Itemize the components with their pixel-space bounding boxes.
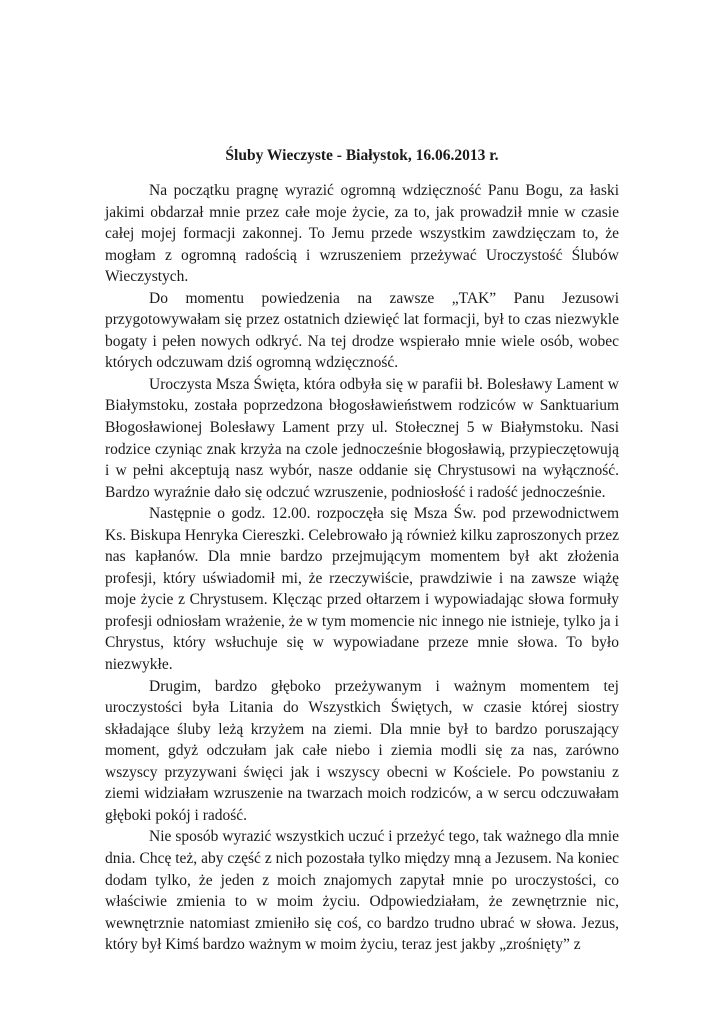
paragraph-gratitude: Na początku pragnę wyrazić ogromną wdzięczność Panu Bogu, za łaski jakimi obdarzał mnie przez całe moje życie, za to, jak prowadził mnie w czasie całej mojej formacji zakonnej. To Jemu przede wszystkim zawdzięczam to, że mogłam z ogromną radością i wzruszeniem przeżywać Uroczystość Ślubów Wieczystych. bbox=[105, 182, 619, 286]
paragraph-closing: Nie sposób wyrazić wszystkich uczuć i przeżyć tego, tak ważnego dla mnie dnia. Chcę też, aby część z nich pozostała tylko między mną a Jezusem. Na koniec dodam tylko, że jeden z moich znajomych zapytał mnie po uroczystości, co właściwie zmienia to w moim życiu. Odpowiedziałam, że zewnętrznie nic, wewnętrznie natomiast zmieniło się coś, co bardzo trudno ubrać w słowa. Jezus, który był Kimś bardzo ważnym w moim życiu, teraz jest jakby „zrośnięty” z bbox=[105, 828, 619, 954]
paragraph-mass: Następnie o godz. 12.00. rozpoczęła się Msza Św. pod przewodnictwem Ks. Biskupa Henryka Ciereszki. Celebrowało ją również kilku zaproszonych przez nas kapłanów. Dla mnie bardzo przejmującym momentem był akt złożenia profesji, który uświadomił mi, że rzeczywiście, prawdziwie i na zawsze wiążę moje życie z Chrystusem. Klęcząc przed ołtarzem i wypowiadając słowa formuły profesji odniosłam wrażenie, że w tym momencie nic innego nie istnieje, tylko ja i Chrystus, który wsłuchuje się w wypowiadane przeze mnie słowa. To było niezwykłe. bbox=[105, 505, 619, 674]
paragraph-blessing: Uroczysta Msza Święta, która odbyła się w parafii bł. Bolesławy Lament w Białymstoku, została poprzedzona błogosławieństwem rodziców w Sanktuarium Błogosławionej Bolesławy Lament przy ul. Stołecznej 5 w Białymstoku. Nasi rodzice czyniąc znak krzyża na czole jednocześnie błogosławią, przypieczętowują i w pełni akceptują nasz wybór, nasze oddanie się Chrystusowi na wyłączność. Bardzo wyraźnie dało się odczuć wzruszenie, podniosłość i radość jednocześnie. bbox=[105, 375, 619, 501]
document-body bbox=[105, 180, 619, 956]
paragraph-litany: Drugim, bardzo głęboko przeżywanym i ważnym momentem tej uroczystości była Litania do Wszystkich Świętych, w czasie której siostry składające śluby leżą krzyżem na ziemi. Dla mnie był to bardzo poruszający moment, gdyż odczułam jak całe niebo i ziemia modli się za nas, zarówno wszyscy przyzywani święci jak i wszyscy obecni w Kościele. Po powstaniu z ziemi widziałam wzruszenie na twarzach moich rodziców, a w sercu odczuwałam głęboki pokój i radość. bbox=[105, 677, 619, 824]
paragraph-preparation: Do momentu powiedzenia na zawsze „TAK” Panu Jezusowi przygotowywałam się przez ostatnich dziewięć lat formacji, był to czas niezwykle bogaty i pełen nowych odkryć. Na tej drodze wspierało mnie wiele osób, wobec których odczuwam dziś ogromną wdzięczność. bbox=[105, 289, 619, 372]
document-title: Śluby Wieczyste - Białystok, 16.06.2013 r. bbox=[225, 147, 499, 164]
